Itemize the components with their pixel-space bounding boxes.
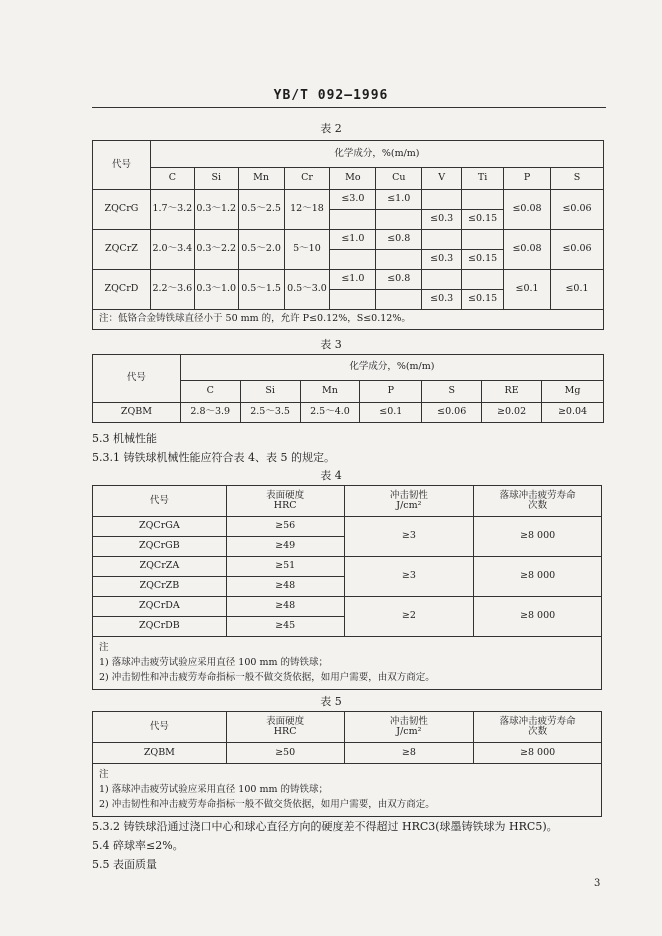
table2-header-code: 代号 — [93, 141, 151, 190]
table2-cell: ≤0.06 — [551, 190, 604, 230]
table3 — [92, 354, 604, 423]
table2-cell: ≤0.08 — [504, 190, 551, 230]
table4-note-1: 1) 落球冲击疲劳试验应采用直径 100 mm 的铸铁球； — [99, 657, 328, 669]
table3-header-si: Si — [240, 381, 300, 403]
table2-header-v: V — [422, 168, 462, 190]
table2-cell: ≤1.0 — [376, 190, 422, 210]
table5-header-impact-label: 冲击韧性 — [389, 715, 428, 727]
table2-cell: ≤0.15 — [462, 250, 504, 270]
table4-caption: 表 4 — [320, 469, 342, 482]
table5-row-code: ZQBM — [93, 743, 227, 764]
table2-header-mo: Mo — [330, 168, 376, 190]
table5-note — [93, 764, 602, 817]
table3-caption: 表 3 — [320, 338, 342, 351]
table2-caption: 表 2 — [320, 122, 342, 135]
table2-empty-cell — [462, 270, 504, 290]
table3-cell: ≤0.06 — [422, 403, 482, 423]
table2-header-ti: Ti — [462, 168, 504, 190]
table4-cell: ≥45 — [226, 617, 344, 637]
table4-row-code: ZQCrZB — [93, 577, 227, 597]
table2-header-p: P — [504, 168, 551, 190]
table3-header-code: 代号 — [93, 355, 181, 403]
table2-header-si: Si — [194, 168, 238, 190]
header-rule — [92, 107, 606, 108]
table2-header-cu: Cu — [376, 168, 422, 190]
table4-header-impact-label: 冲击韧性 — [389, 489, 428, 501]
table3-row-code: ZQBM — [93, 403, 181, 423]
table3-cell: 2.5～4.0 — [300, 403, 360, 423]
table2-empty-cell — [422, 190, 462, 210]
table4-cell: ≥2 — [344, 597, 474, 637]
table5-header-impact — [344, 712, 474, 743]
section-5-4-text: 5.4 碎球率≤2%。 — [92, 839, 184, 852]
table5-note-1: 1) 落球冲击疲劳试验应采用直径 100 mm 的铸铁球； — [99, 784, 328, 796]
table4-header-hardness — [226, 486, 344, 517]
table4-header-hardness-label: 表面硬度 — [266, 489, 305, 501]
table4-cell: ≥8 000 — [474, 557, 602, 597]
table2-header-s: S — [551, 168, 604, 190]
table4-header-code: 代号 — [93, 486, 227, 517]
table2-cell: ≤0.3 — [422, 290, 462, 310]
table2-cell: ≤0.15 — [462, 290, 504, 310]
table2-header-mn: Mn — [238, 168, 284, 190]
table2-cell: ≤0.1 — [551, 270, 604, 310]
table3-group-header: 化学成分，%(m/m) — [180, 355, 603, 381]
table4 — [92, 485, 602, 690]
table2-empty-cell — [376, 250, 422, 270]
table5-header-hardness-unit: HRC — [273, 726, 297, 737]
table2-cell: ≤0.1 — [504, 270, 551, 310]
table4-header-hardness-unit: HRC — [273, 500, 297, 511]
table5-header-hardness — [226, 712, 344, 743]
table2-header-c: C — [150, 168, 194, 190]
table4-row-code: ZQCrGB — [93, 537, 227, 557]
table5-header-impact-unit: J/cm² — [396, 726, 422, 737]
table5-cell: ≥50 — [226, 743, 344, 764]
table2-cell: 0.3～2.2 — [194, 230, 238, 270]
table5-note-title: 注 — [99, 769, 109, 780]
table2-empty-cell — [422, 230, 462, 250]
table2-cell: ≤1.0 — [330, 270, 376, 290]
table2-empty-cell — [462, 190, 504, 210]
table2-cell: ≤0.8 — [376, 270, 422, 290]
table3-header-re: RE — [482, 381, 542, 403]
table4-header-life — [474, 486, 602, 517]
table2-empty-cell — [330, 210, 376, 230]
table2-cell: 5～10 — [284, 230, 330, 270]
table4-row-code: ZQCrGA — [93, 517, 227, 537]
table2-cell: 0.5～2.5 — [238, 190, 284, 230]
table2-cell: 0.5～3.0 — [284, 270, 330, 310]
table3-header-s: S — [422, 381, 482, 403]
table4-header-life-label: 落球冲击疲劳寿命 — [499, 489, 576, 501]
table4-header-life-unit: 次数 — [528, 500, 548, 511]
table2-cell: ≤0.3 — [422, 210, 462, 230]
table4-cell: ≥8 000 — [474, 597, 602, 637]
table2-cell: ≤0.8 — [376, 230, 422, 250]
table4-row-code: ZQCrDA — [93, 597, 227, 617]
table2-empty-cell — [330, 290, 376, 310]
section-5-3-2-text: 5.3.2 铸铁球沿通过浇口中心和球心直径方向的硬度差不得超过 HRC3(球墨铸铁球为 HRC5)。 — [92, 820, 558, 833]
table2-cell: 1.7～3.2 — [150, 190, 194, 230]
table2-cell: 12～18 — [284, 190, 330, 230]
table2-empty-cell — [376, 290, 422, 310]
table4-cell: ≥3 — [344, 517, 474, 557]
table2-empty-cell — [376, 210, 422, 230]
table3-cell: 2.8～3.9 — [180, 403, 240, 423]
table4-row-code: ZQCrZA — [93, 557, 227, 577]
table2-note: 注：低铬合金铸铁球直径小于 50 mm 的，允许 P≤0.12%，S≤0.12%。 — [93, 310, 604, 330]
table2-cell: ≤3.0 — [330, 190, 376, 210]
table2-empty-cell — [422, 270, 462, 290]
table2 — [92, 140, 604, 330]
table4-cell: ≥51 — [226, 557, 344, 577]
table4-cell: ≥8 000 — [474, 517, 602, 557]
table2-empty-cell — [462, 230, 504, 250]
table4-note-title: 注 — [99, 642, 109, 653]
table4-cell: ≥48 — [226, 597, 344, 617]
table4-row-code: ZQCrDB — [93, 617, 227, 637]
table4-note — [93, 637, 602, 690]
table2-cell: 0.5～1.5 — [238, 270, 284, 310]
table3-header-p: P — [360, 381, 422, 403]
table3-header-mn: Mn — [300, 381, 360, 403]
table5-caption: 表 5 — [320, 695, 342, 708]
table4-cell: ≥49 — [226, 537, 344, 557]
table5-header-life-label: 落球冲击疲劳寿命 — [499, 715, 576, 727]
table5-cell: ≥8 — [344, 743, 474, 764]
table4-cell: ≥3 — [344, 557, 474, 597]
table2-cell: 2.2～3.6 — [150, 270, 194, 310]
table2-row-code: ZQCrZ — [93, 230, 151, 270]
table5-header-hardness-label: 表面硬度 — [266, 715, 305, 727]
table5-note-2: 2) 冲击韧性和冲击疲劳寿命指标一般不做交货依据，如用户需要，由双方商定。 — [99, 799, 435, 811]
table2-cell: 2.0～3.4 — [150, 230, 194, 270]
table2-row-code: ZQCrD — [93, 270, 151, 310]
table3-cell: ≥0.02 — [482, 403, 542, 423]
section-5-5-heading: 5.5 表面质量 — [92, 858, 157, 871]
page-number: 3 — [594, 878, 601, 889]
table3-cell: 2.5～3.5 — [240, 403, 300, 423]
table3-header-c: C — [180, 381, 240, 403]
table2-cell: 0.3～1.2 — [194, 190, 238, 230]
table5 — [92, 711, 602, 817]
table5-header-life-unit: 次数 — [528, 726, 548, 737]
table3-header-mg: Mg — [542, 381, 604, 403]
table4-header-impact-unit: J/cm² — [396, 500, 422, 511]
table2-cell: ≤0.3 — [422, 250, 462, 270]
table3-cell: ≤0.1 — [360, 403, 422, 423]
table3-cell: ≥0.04 — [542, 403, 604, 423]
table2-empty-cell — [330, 250, 376, 270]
document-header: YB/T 092—1996 — [273, 88, 389, 103]
table4-cell: ≥48 — [226, 577, 344, 597]
section-5-3-1-text: 5.3.1 铸铁球机械性能应符合表 4、表 5 的规定。 — [92, 451, 335, 464]
table5-cell: ≥8 000 — [474, 743, 602, 764]
table2-cell: ≤1.0 — [330, 230, 376, 250]
table2-header-cr: Cr — [284, 168, 330, 190]
table2-cell: ≤0.06 — [551, 230, 604, 270]
table2-group-header: 化学成分，%(m/m) — [150, 141, 603, 168]
table4-header-impact — [344, 486, 474, 517]
table2-cell: ≤0.08 — [504, 230, 551, 270]
table2-cell: ≤0.15 — [462, 210, 504, 230]
table2-row-code: ZQCrG — [93, 190, 151, 230]
table2-cell: 0.3～1.0 — [194, 270, 238, 310]
table5-header-code: 代号 — [93, 712, 227, 743]
table5-header-life — [474, 712, 602, 743]
table4-note-2: 2) 冲击韧性和冲击疲劳寿命指标一般不做交货依据，如用户需要，由双方商定。 — [99, 672, 435, 684]
table4-cell: ≥56 — [226, 517, 344, 537]
section-5-3-heading: 5.3 机械性能 — [92, 432, 157, 445]
table2-cell: 0.5～2.0 — [238, 230, 284, 270]
